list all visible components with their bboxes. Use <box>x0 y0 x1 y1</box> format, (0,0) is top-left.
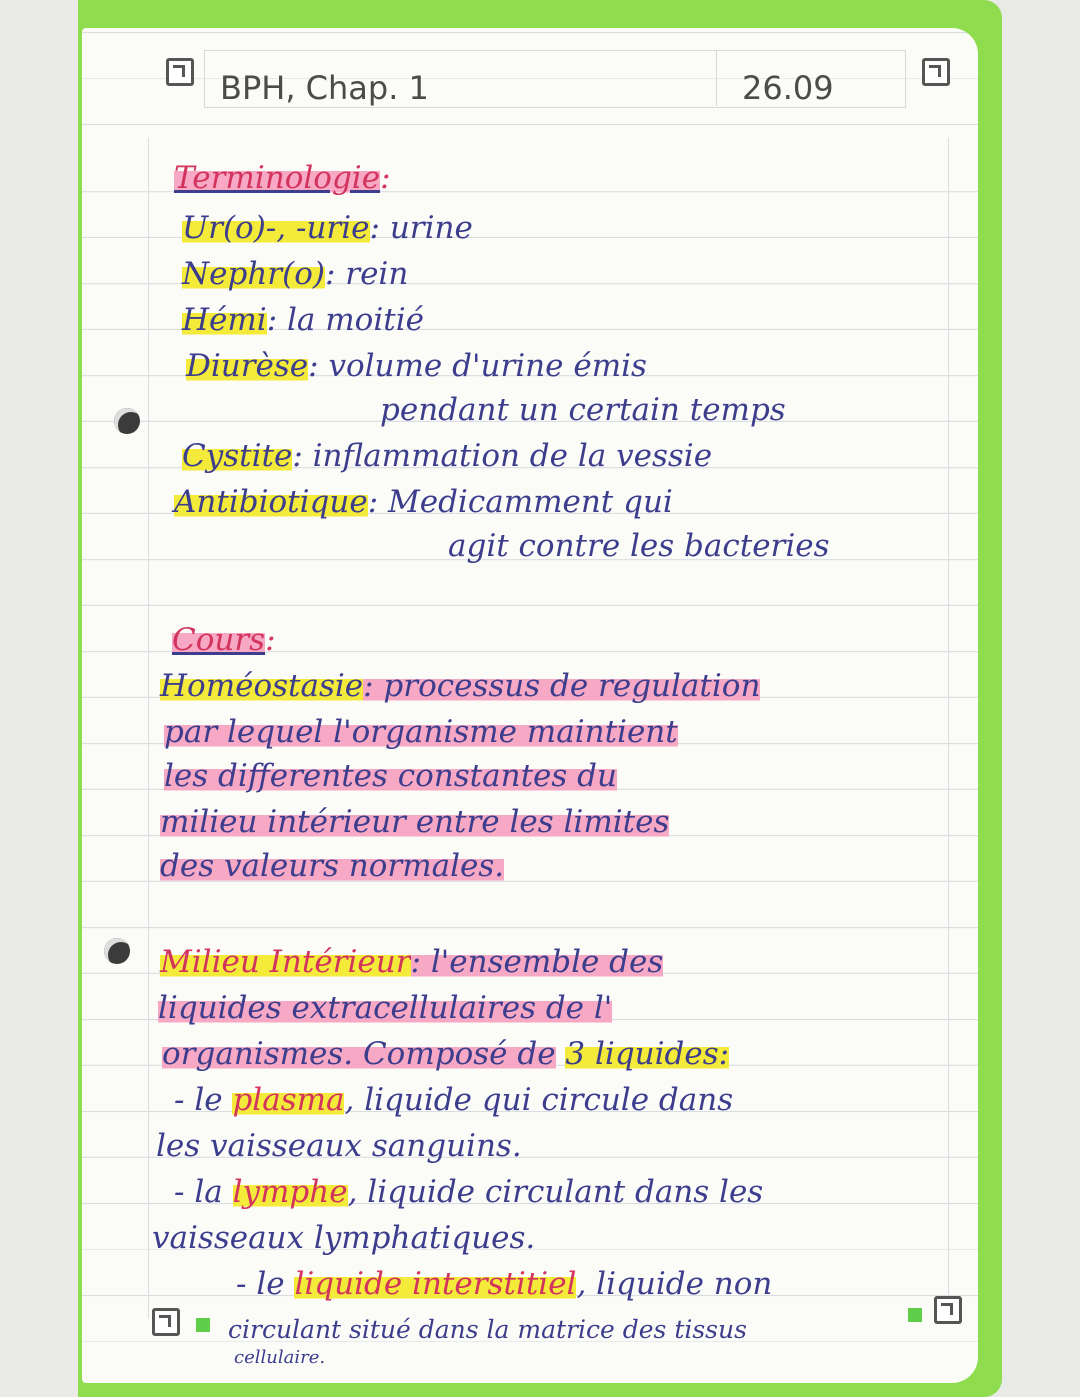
margin-line-right <box>948 138 949 1318</box>
milieu-item-interstitiel-end: cellulaire. <box>234 1347 326 1368</box>
corner-mark-bottom-right-icon <box>934 1296 962 1324</box>
section-heading-cours: Cours: <box>172 622 276 658</box>
milieu-item-interstitiel: - le liquide interstitiel, liquide non <box>236 1266 773 1302</box>
milieu-line-3: organismes. Composé de 3 liquides: <box>162 1036 730 1072</box>
notebook-page <box>82 28 978 1383</box>
homeostasie-line-2: par lequel l'organisme maintient <box>164 714 678 750</box>
term-entry-diurese-cont: pendant un certain temps <box>380 392 786 428</box>
milieu-item-plasma-cont: les vaisseaux sanguins. <box>156 1128 522 1164</box>
term-entry-uro: Ur(o)-, -urie: urine <box>182 210 473 246</box>
term-entry-antibiotique: Antibiotique: Medicamment qui <box>174 484 673 520</box>
term-entry-nephro: Nephr(o): rein <box>182 256 409 292</box>
milieu-item-lymphe-cont: vaisseaux lymphatiques. <box>152 1220 536 1256</box>
green-square-right-icon <box>908 1308 922 1322</box>
page-date: 26.09 <box>742 69 834 107</box>
milieu-line-2: liquides extracellulaires de l' <box>158 990 613 1026</box>
corner-mark-top-right-icon <box>922 58 950 86</box>
page-title: BPH, Chap. 1 <box>220 69 429 107</box>
green-square-left-icon <box>196 1318 210 1332</box>
milieu-item-interstitiel-cont: circulant situé dans la matrice des tissus <box>228 1315 747 1344</box>
term-entry-antibiotique-cont: agit contre les bacteries <box>448 528 830 564</box>
header-divider <box>716 50 717 106</box>
section-heading-terminologie: Terminologie: <box>174 160 391 196</box>
term-entry-cystite: Cystite: inflammation de la vessie <box>182 438 713 474</box>
corner-mark-bottom-left-icon <box>152 1308 180 1336</box>
homeostasie-line-4: milieu intérieur entre les limites <box>160 804 670 840</box>
homeostasie-line-3: les differentes constantes du <box>164 758 617 794</box>
milieu-item-lymphe: - la lymphe, liquide circulant dans les <box>174 1174 764 1210</box>
corner-mark-top-left-icon <box>166 58 194 86</box>
homeostasie-line-5: des valeurs normales. <box>160 848 505 884</box>
milieu-line-1: Milieu Intérieur: l'ensemble des <box>160 944 664 980</box>
margin-line-left <box>148 138 149 1318</box>
term-entry-diurese: Diurèse: volume d'urine émis <box>186 348 647 384</box>
milieu-item-plasma: - le plasma, liquide qui circule dans <box>174 1082 734 1118</box>
binder-hole-icon <box>104 938 130 964</box>
binder-hole-icon <box>114 408 140 434</box>
homeostasie-line-1: Homéostasie: processus de regulation <box>160 668 761 704</box>
term-entry-hemi: Hémi: la moitié <box>182 302 424 338</box>
